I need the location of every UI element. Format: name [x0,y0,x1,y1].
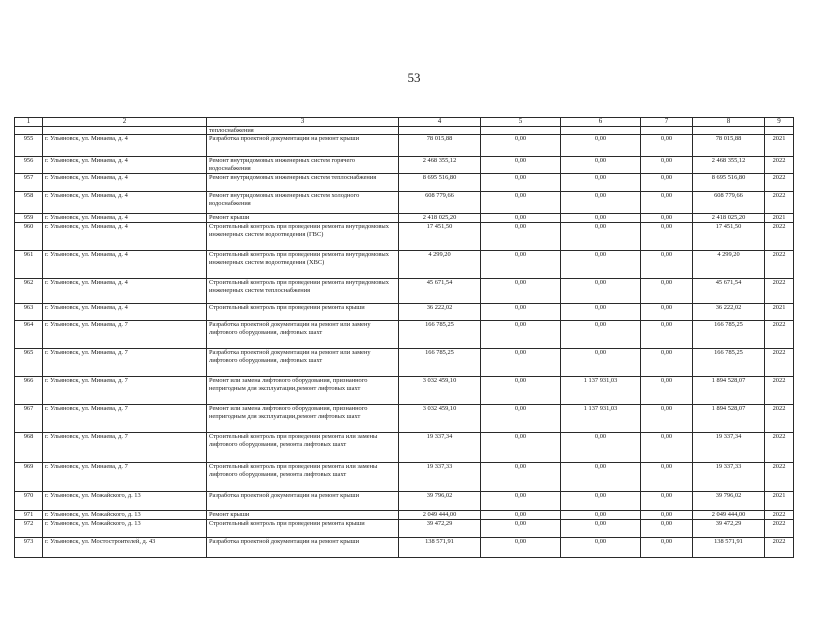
address-cell: г. Ульяновск, ул. Минаева, д. 4 [43,251,207,279]
total-cost-cell: 36 222,02 [399,304,481,321]
owner-cost-cell: 608 779,66 [693,192,765,214]
address-cell: г. Ульяновск, ул. Минаева, д. 4 [43,214,207,223]
owner-cost-cell: 4 299,20 [693,251,765,279]
fund-cost-cell: 0,00 [481,405,561,433]
address-cell: г. Ульяновск, ул. Минаева, д. 7 [43,321,207,349]
year-cell: 2022 [765,537,794,557]
fund-cost-cell: 0,00 [481,511,561,519]
fund-cost-cell: 0,00 [481,214,561,223]
fund-cost-cell: 0,00 [481,349,561,377]
other-cost-cell: 0,00 [641,321,693,349]
total-cost-cell: 45 671,54 [399,279,481,304]
budget-cost-cell: 0,00 [561,304,641,321]
owner-cost-cell: 2 418 025,20 [693,214,765,223]
other-cost-cell: 0,00 [641,304,693,321]
total-cost-cell: 19 337,34 [399,433,481,463]
year-cell: 2021 [765,214,794,223]
fund-cost-cell: 0,00 [481,135,561,157]
total-cost-cell: 2 468 355,12 [399,157,481,174]
total-cost-cell: 4 299,20 [399,251,481,279]
budget-cost-cell: 0,00 [561,223,641,251]
table-row [15,537,794,557]
other-cost-cell: 0,00 [641,349,693,377]
owner-cost-cell: 8 695 516,80 [693,174,765,192]
other-cost-cell: 0,00 [641,223,693,251]
empty-cell [481,127,561,135]
row-number: 971 [15,511,43,519]
address-cell: г. Ульяновск, ул. Можайского, д. 13 [43,511,207,519]
owner-cost-cell: 1 894 528,07 [693,377,765,405]
table-row [15,349,794,377]
budget-cost-cell: 0,00 [561,214,641,223]
address-cell: г. Ульяновск, ул. Минаева, д. 7 [43,433,207,463]
address-cell: г. Ульяновск, ул. Минаева, д. 7 [43,349,207,377]
owner-cost-cell: 1 894 528,07 [693,405,765,433]
work-type-cell: Строительный контроль при проведении ремонта крыши [207,304,399,321]
budget-cost-cell: 0,00 [561,433,641,463]
other-cost-cell: 0,00 [641,192,693,214]
row-number: 957 [15,174,43,192]
table-row [15,405,794,433]
year-cell: 2022 [765,157,794,174]
fund-cost-cell: 0,00 [481,537,561,557]
table-row [15,377,794,405]
owner-cost-cell: 17 451,50 [693,223,765,251]
owner-cost-cell: 39 796,02 [693,492,765,511]
column-number-cell: 4 [399,118,481,127]
row-number: 958 [15,192,43,214]
other-cost-cell: 0,00 [641,174,693,192]
total-cost-cell: 19 337,33 [399,463,481,492]
budget-cost-cell: 0,00 [561,321,641,349]
fund-cost-cell: 0,00 [481,463,561,492]
year-cell: 2022 [765,405,794,433]
address-cell: г. Ульяновск, ул. Минаева, д. 4 [43,192,207,214]
row-number: 961 [15,251,43,279]
budget-cost-cell: 1 137 931,03 [561,377,641,405]
work-type-cell: Разработка проектной документации на ремонт или замену лифтового оборудования, лифтовых шахт [207,349,399,377]
empty-cell [693,127,765,135]
fund-cost-cell: 0,00 [481,223,561,251]
year-cell: 2021 [765,304,794,321]
empty-cell [561,127,641,135]
budget-cost-cell: 0,00 [561,279,641,304]
fund-cost-cell: 0,00 [481,157,561,174]
continuation-text: теплоснабжения [207,127,399,135]
budget-cost-cell: 0,00 [561,251,641,279]
table-row [15,135,794,157]
other-cost-cell: 0,00 [641,251,693,279]
column-number-cell: 5 [481,118,561,127]
total-cost-cell: 78 015,88 [399,135,481,157]
total-cost-cell: 166 785,25 [399,349,481,377]
fund-cost-cell: 0,00 [481,251,561,279]
year-cell: 2022 [765,279,794,304]
owner-cost-cell: 138 571,91 [693,537,765,557]
budget-cost-cell: 0,00 [561,349,641,377]
work-type-cell: Строительный контроль при проведении ремонта внутридомовых инженерных систем теплоснабжения [207,279,399,304]
column-number-cell: 6 [561,118,641,127]
other-cost-cell: 0,00 [641,377,693,405]
row-number: 973 [15,537,43,557]
owner-cost-cell: 39 472,29 [693,519,765,537]
owner-cost-cell: 19 337,33 [693,463,765,492]
year-cell: 2022 [765,223,794,251]
address-cell: г. Ульяновск, ул. Минаева, д. 7 [43,463,207,492]
work-type-cell: Ремонт внутридомовых инженерных систем холодного водоснабжения [207,192,399,214]
address-cell: г. Ульяновск, ул. Мостостроителей, д. 43 [43,537,207,557]
year-cell: 2022 [765,463,794,492]
year-cell: 2022 [765,349,794,377]
address-cell: г. Ульяновск, ул. Минаева, д. 7 [43,405,207,433]
table-row [15,251,794,279]
table-row [15,157,794,174]
row-number: 966 [15,377,43,405]
year-cell: 2021 [765,135,794,157]
work-type-cell: Разработка проектной документации на ремонт крыши [207,135,399,157]
table-row [15,174,794,192]
work-type-cell: Ремонт или замена лифтового оборудования, признанного непригодным для эксплуатации,ремонт лифтовых шахт [207,405,399,433]
fund-cost-cell: 0,00 [481,492,561,511]
year-cell: 2022 [765,519,794,537]
work-type-cell: Строительный контроль при проведении ремонта или замены лифтового оборудования, ремонта лифтовых шахт [207,433,399,463]
address-cell: г. Ульяновск, ул. Минаева, д. 4 [43,304,207,321]
work-type-cell: Строительный контроль при проведении ремонта крыши [207,519,399,537]
row-number: 959 [15,214,43,223]
fund-cost-cell: 0,00 [481,304,561,321]
address-cell: г. Ульяновск, ул. Минаева, д. 4 [43,135,207,157]
table-row [15,192,794,214]
empty-cell [43,127,207,135]
row-number: 967 [15,405,43,433]
table-row [15,304,794,321]
total-cost-cell: 2 049 444,00 [399,511,481,519]
owner-cost-cell: 2 468 355,12 [693,157,765,174]
owner-cost-cell: 166 785,25 [693,321,765,349]
year-cell: 2022 [765,174,794,192]
page-number: 53 [407,70,421,85]
budget-cost-cell: 0,00 [561,174,641,192]
fund-cost-cell: 0,00 [481,192,561,214]
total-cost-cell: 3 032 459,10 [399,377,481,405]
total-cost-cell: 138 571,91 [399,537,481,557]
empty-cell [641,127,693,135]
year-cell: 2022 [765,251,794,279]
table-row [15,279,794,304]
year-cell: 2022 [765,377,794,405]
other-cost-cell: 0,00 [641,405,693,433]
row-number: 970 [15,492,43,511]
total-cost-cell: 39 472,29 [399,519,481,537]
address-cell: г. Ульяновск, ул. Можайского, д. 13 [43,492,207,511]
budget-cost-cell: 0,00 [561,135,641,157]
other-cost-cell: 0,00 [641,214,693,223]
total-cost-cell: 2 418 025,20 [399,214,481,223]
row-number: 969 [15,463,43,492]
row-number: 963 [15,304,43,321]
other-cost-cell: 0,00 [641,492,693,511]
column-number-cell: 7 [641,118,693,127]
empty-cell [399,127,481,135]
other-cost-cell: 0,00 [641,135,693,157]
other-cost-cell: 0,00 [641,279,693,304]
work-type-cell: Разработка проектной документации на ремонт крыши [207,537,399,557]
other-cost-cell: 0,00 [641,511,693,519]
row-number: 960 [15,223,43,251]
row-number: 956 [15,157,43,174]
owner-cost-cell: 19 337,34 [693,433,765,463]
work-type-cell: Строительный контроль при проведении ремонта внутридомовых инженерных систем водоотведения (ГВС) [207,223,399,251]
capital-repair-table [14,117,794,558]
budget-cost-cell: 0,00 [561,492,641,511]
fund-cost-cell: 0,00 [481,321,561,349]
row-number: 955 [15,135,43,157]
column-number-cell: 1 [15,118,43,127]
other-cost-cell: 0,00 [641,519,693,537]
table-row [15,433,794,463]
column-number-cell: 2 [43,118,207,127]
address-cell: г. Ульяновск, ул. Минаева, д. 4 [43,157,207,174]
other-cost-cell: 0,00 [641,433,693,463]
owner-cost-cell: 2 049 444,00 [693,511,765,519]
fund-cost-cell: 0,00 [481,174,561,192]
address-cell: г. Ульяновск, ул. Можайского, д. 13 [43,519,207,537]
work-type-cell: Разработка проектной документации на ремонт или замену лифтового оборудования, лифтовых шахт [207,321,399,349]
owner-cost-cell: 45 671,54 [693,279,765,304]
total-cost-cell: 8 695 516,80 [399,174,481,192]
year-cell: 2022 [765,433,794,463]
total-cost-cell: 17 451,50 [399,223,481,251]
owner-cost-cell: 166 785,25 [693,349,765,377]
owner-cost-cell: 78 015,88 [693,135,765,157]
total-cost-cell: 608 779,66 [399,192,481,214]
other-cost-cell: 0,00 [641,157,693,174]
work-type-cell: Строительный контроль при проведении ремонта внутридомовых инженерных систем водоотведения (ХВС) [207,251,399,279]
row-number: 962 [15,279,43,304]
budget-cost-cell: 0,00 [561,519,641,537]
year-cell: 2021 [765,492,794,511]
table-row [15,519,794,537]
continuation-row [15,127,794,135]
table-row [15,511,794,519]
fund-cost-cell: 0,00 [481,377,561,405]
budget-cost-cell: 0,00 [561,511,641,519]
total-cost-cell: 166 785,25 [399,321,481,349]
fund-cost-cell: 0,00 [481,433,561,463]
total-cost-cell: 3 032 459,10 [399,405,481,433]
address-cell: г. Ульяновск, ул. Минаева, д. 7 [43,377,207,405]
fund-cost-cell: 0,00 [481,519,561,537]
year-cell: 2022 [765,511,794,519]
row-number: 968 [15,433,43,463]
budget-cost-cell: 0,00 [561,537,641,557]
year-cell: 2022 [765,192,794,214]
budget-cost-cell: 0,00 [561,463,641,492]
address-cell: г. Ульяновск, ул. Минаева, д. 4 [43,223,207,251]
other-cost-cell: 0,00 [641,537,693,557]
work-type-cell: Ремонт или замена лифтового оборудования, признанного непригодным для эксплуатации,ремонт лифтовых шахт [207,377,399,405]
address-cell: г. Ульяновск, ул. Минаева, д. 4 [43,174,207,192]
budget-cost-cell: 1 137 931,03 [561,405,641,433]
work-type-cell: Ремонт внутридомовых инженерных систем горячего водоснабжения [207,157,399,174]
table-row [15,492,794,511]
work-type-cell: Ремонт внутридомовых инженерных систем теплоснабжения [207,174,399,192]
column-number-cell: 8 [693,118,765,127]
budget-cost-cell: 0,00 [561,157,641,174]
table-row [15,223,794,251]
column-number-cell: 3 [207,118,399,127]
empty-cell [765,127,794,135]
table-row [15,463,794,492]
address-cell: г. Ульяновск, ул. Минаева, д. 4 [43,279,207,304]
row-number: 964 [15,321,43,349]
year-cell: 2022 [765,321,794,349]
work-type-cell: Разработка проектной документации на ремонт крыши [207,492,399,511]
owner-cost-cell: 36 222,02 [693,304,765,321]
work-type-cell: Ремонт крыши [207,511,399,519]
table-row [15,214,794,223]
work-type-cell: Ремонт крыши [207,214,399,223]
row-number: 965 [15,349,43,377]
fund-cost-cell: 0,00 [481,279,561,304]
other-cost-cell: 0,00 [641,463,693,492]
empty-cell [15,127,43,135]
column-number-row [15,118,794,127]
table-row [15,321,794,349]
row-number: 972 [15,519,43,537]
budget-cost-cell: 0,00 [561,192,641,214]
total-cost-cell: 39 796,02 [399,492,481,511]
work-type-cell: Строительный контроль при проведении ремонта или замены лифтового оборудования, ремонта лифтовых шахт [207,463,399,492]
column-number-cell: 9 [765,118,794,127]
